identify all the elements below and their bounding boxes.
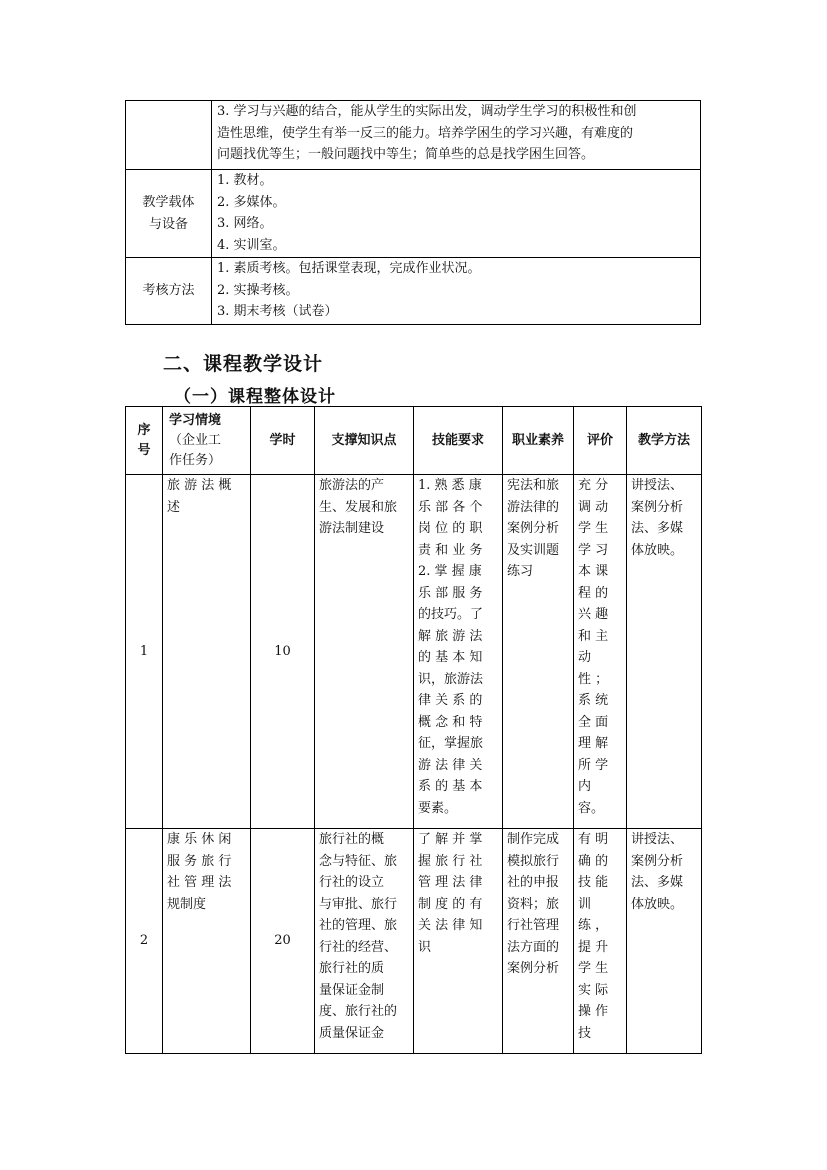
cell-line: 制作完成 — [507, 832, 560, 847]
content-line: 2. 实操考核。 — [217, 282, 299, 298]
method-cell — [627, 829, 702, 1054]
cell-line: 解 旅 游 法 — [418, 628, 483, 644]
cell-line: 康 乐 休 闲 — [167, 832, 232, 847]
cell-line: 容。 — [578, 800, 605, 816]
cell-line: 案例分析 — [631, 853, 684, 869]
cell-line: 关 法 律 知 — [418, 918, 483, 933]
cell-line: 训 — [578, 896, 592, 912]
content-line: 3. 期末考核（试卷） — [217, 304, 338, 319]
row-number: 1 — [126, 475, 163, 829]
cell-line: 管 理 法 律 — [418, 875, 483, 890]
cell-line: 案例分析 — [507, 521, 560, 536]
evaluation-cell — [574, 475, 627, 829]
knowledge-cell — [315, 475, 414, 829]
cell-line: 学 习 — [578, 542, 609, 558]
content-line: 造性思维，使学生有举一反三的能力。培养学困生的学习兴趣，有难度的 — [217, 125, 634, 141]
header-line: 号 — [137, 442, 151, 458]
header-evaluation — [574, 407, 627, 475]
label-line: 与设备 — [148, 216, 188, 232]
cell-line: 的 基 本 知 — [418, 650, 483, 665]
cell-line: 服 务 旅 行 — [167, 853, 232, 869]
cell-line: 技 能 — [578, 875, 609, 890]
row-label-assessment — [126, 258, 212, 325]
quality-cell — [503, 829, 574, 1054]
cell-line: 学 生 — [578, 961, 609, 976]
cell-line: 充 分 — [578, 478, 609, 493]
subsection-title: （一）课程整体设计 — [174, 387, 336, 407]
cell-line: 及实训题 — [507, 542, 560, 558]
cell-line: 法、多媒 — [631, 521, 684, 536]
cell-line: 案例分析 — [631, 499, 684, 515]
cell-line: 识，旅游法 — [418, 671, 484, 687]
content-line: 4. 实训室。 — [217, 237, 286, 253]
row-content — [212, 258, 701, 325]
header-line: （企业工 — [169, 432, 222, 448]
cell-line: 责 和 业 务 — [418, 542, 483, 558]
header-line: 职业素养 — [511, 432, 564, 448]
cell-line: 宪法和旅 — [507, 478, 560, 493]
cell-line: 了 解 并 掌 — [418, 832, 483, 847]
cell-line: 技 — [578, 1025, 592, 1041]
table-row — [126, 170, 701, 258]
cell-line: 生、发展和旅 — [319, 499, 398, 515]
header-line: 学时 — [269, 432, 296, 448]
header-hours — [251, 407, 315, 475]
cell-line: 动 — [578, 650, 592, 665]
cell-line: 规制度 — [167, 896, 207, 912]
cell-line: 实 际 — [578, 982, 609, 998]
content-line: 问题找优等生；一般问题找中等生；简单些的总是找学困生回答。 — [217, 147, 595, 162]
header-no — [126, 407, 163, 475]
header-knowledge — [315, 407, 414, 475]
cell-line: 系 统 — [578, 693, 609, 708]
cell-line: 的技巧。了 — [418, 607, 484, 622]
table-row — [126, 101, 701, 170]
cell-line: 概 念 和 特 — [418, 714, 483, 730]
cell-line: 讲授法、 — [631, 832, 684, 847]
cell-line: 识 — [418, 939, 432, 955]
cell-line: 社的申报 — [507, 875, 560, 890]
cell-line: 量保证金制 — [319, 982, 385, 998]
header-line: 技能要求 — [431, 432, 484, 448]
row-label — [126, 101, 212, 170]
cell-line: 调 动 — [578, 499, 609, 515]
label-line: 考核方法 — [142, 283, 195, 299]
cell-line: 度、旅行社的 — [319, 1004, 398, 1019]
header-situation — [163, 407, 251, 475]
row-number: 2 — [126, 829, 163, 1054]
situation-cell — [163, 829, 251, 1054]
cell-line: 行社管理 — [507, 918, 560, 933]
cell-line: 游法制建设 — [319, 521, 385, 536]
header-line: 作任务） — [169, 452, 222, 468]
hours-cell: 10 — [251, 475, 315, 829]
cell-line: 所 学 — [578, 757, 609, 773]
cell-line: 游 法 律 关 — [418, 757, 483, 773]
header-line: 序 — [137, 422, 151, 438]
content-line: 3. 网络。 — [217, 216, 273, 231]
cell-line: 游法律的 — [507, 499, 560, 515]
cell-line: 律 关 系 的 — [418, 693, 483, 708]
cell-line: 旅 游 法 概 — [167, 478, 232, 493]
cell-line: 1. 熟 悉 康 — [418, 478, 482, 493]
cell-line: 练 ， — [578, 918, 609, 933]
header-method — [627, 407, 702, 475]
cell-line: 体放映。 — [631, 542, 684, 558]
cell-line: 法、多媒 — [631, 875, 684, 890]
cell-line: 内 — [578, 779, 592, 794]
cell-line: 旅行社的概 — [319, 832, 385, 847]
cell-line: 握 旅 行 社 — [418, 853, 483, 869]
content-line: 1. 素质考核。包括课堂表现，完成作业状况。 — [217, 261, 481, 276]
header-row — [126, 407, 702, 475]
cell-line: 学 生 — [578, 521, 609, 536]
cell-line: 全 面 — [578, 714, 609, 730]
cell-line: 行社的设立 — [319, 875, 385, 890]
cell-line: 系 的 基 本 — [418, 779, 483, 794]
situation-cell — [163, 475, 251, 829]
cell-line: 模拟旅行 — [507, 853, 560, 869]
cell-line: 2. 掌 握 康 — [418, 564, 482, 579]
table-row — [126, 829, 702, 1054]
row-content — [212, 101, 701, 170]
course-design-table — [125, 406, 702, 1054]
hours-cell: 20 — [251, 829, 315, 1054]
cell-line: 乐 部 各 个 — [418, 499, 483, 515]
cell-line: 本 课 — [578, 564, 609, 579]
skills-cell — [414, 829, 503, 1054]
method-cell — [627, 475, 702, 829]
cell-line: 体放映。 — [631, 896, 684, 912]
cell-line: 程 的 — [578, 585, 609, 601]
cell-line: 性 ； — [578, 671, 609, 687]
header-line: 学习情境 — [169, 412, 222, 428]
label-line: 教学载体 — [142, 195, 195, 210]
content-line: 3. 学习与兴趣的结合，能从学生的实际出发，调动学生学习的积极性和创 — [217, 104, 637, 119]
cell-line: 要素。 — [418, 800, 458, 816]
row-content — [212, 170, 701, 258]
cell-line: 乐 部 服 务 — [418, 585, 483, 601]
cell-line: 和 主 — [578, 628, 609, 644]
cell-line: 述 — [167, 499, 181, 515]
skills-cell — [414, 475, 503, 829]
section-title: 二、课程教学设计 — [163, 353, 324, 375]
cell-line: 操 作 — [578, 1004, 609, 1019]
row-label-carrier — [126, 170, 212, 258]
table-row — [126, 475, 702, 829]
cell-line: 讲授法、 — [631, 478, 684, 493]
header-line: 教学方法 — [637, 432, 690, 448]
table-row — [126, 258, 701, 325]
quality-cell — [503, 475, 574, 829]
header-quality — [503, 407, 574, 475]
content-line: 1. 教材。 — [217, 173, 273, 188]
teaching-info-table — [125, 100, 701, 325]
cell-line: 兴 趣 — [578, 607, 609, 622]
cell-line: 旅游法的产 — [319, 478, 385, 493]
cell-line: 案例分析 — [507, 961, 560, 976]
cell-line: 理 解 — [578, 736, 609, 751]
cell-line: 行社的经营、 — [319, 939, 398, 955]
cell-line: 练习 — [507, 564, 534, 579]
cell-line: 与审批、旅行 — [319, 896, 398, 912]
header-line: 支撑知识点 — [331, 432, 397, 448]
cell-line: 征，掌握旅 — [418, 736, 484, 751]
cell-line: 法方面的 — [507, 939, 560, 955]
cell-line: 确 的 — [578, 853, 609, 869]
evaluation-cell — [574, 829, 627, 1054]
cell-line: 制 度 的 有 — [418, 896, 483, 912]
cell-line: 资料；旅 — [507, 896, 560, 912]
cell-line: 社的管理、旅 — [319, 918, 398, 933]
knowledge-cell — [315, 829, 414, 1054]
cell-line: 社 管 理 法 — [167, 875, 232, 890]
header-line: 评价 — [586, 432, 613, 448]
cell-line: 提 升 — [578, 939, 609, 955]
cell-line: 有 明 — [578, 832, 609, 847]
cell-line: 质量保证金 — [319, 1025, 385, 1041]
cell-line: 念与特征、旅 — [319, 853, 398, 869]
cell-line: 岗 位 的 职 — [418, 521, 483, 536]
header-skills — [414, 407, 503, 475]
cell-line: 旅行社的质 — [319, 961, 385, 976]
content-line: 2. 多媒体。 — [217, 194, 286, 210]
